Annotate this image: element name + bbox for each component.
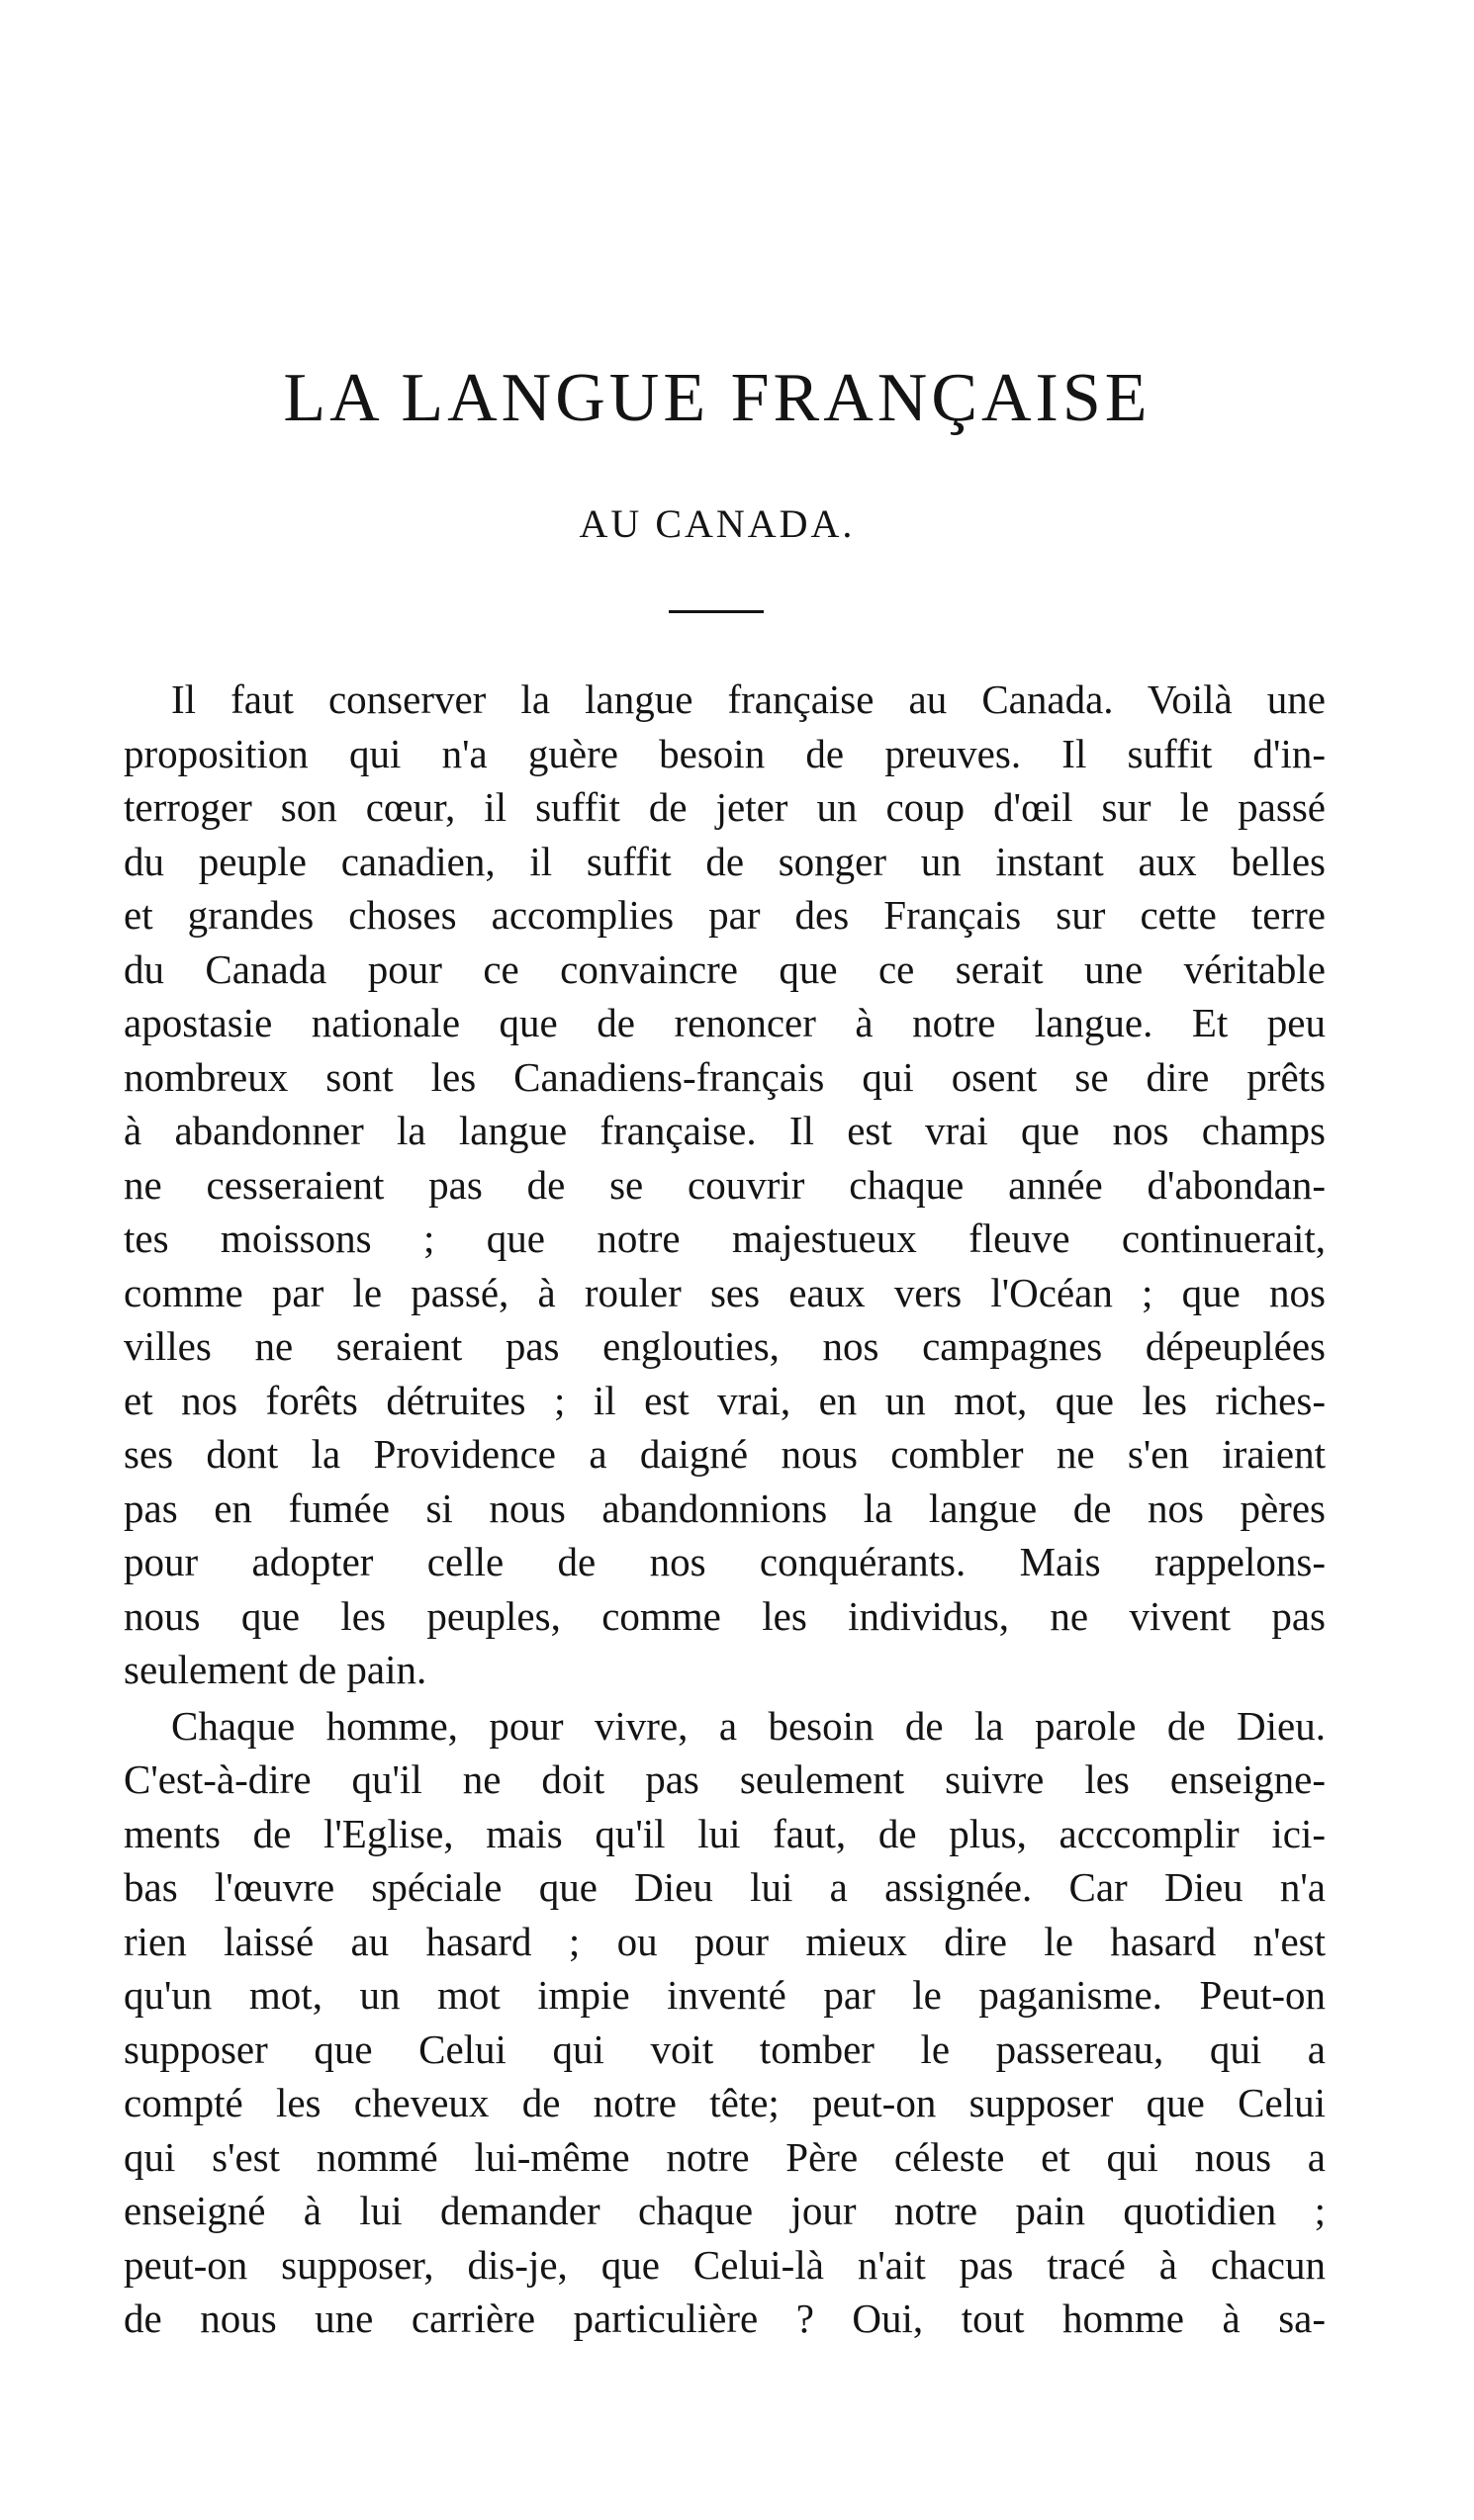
text-line: ne cesseraient pas de se couvrir chaque année d'abondan- <box>124 1161 1326 1208</box>
text-line: à abandonner la langue française. Il est vrai que nos champs <box>124 1108 1326 1153</box>
text-line: villes ne seraient pas englouties, nos campagnes dépeuplées <box>124 1323 1326 1369</box>
text-line: rien laissé au hasard ; ou pour mieux dire le hasard n'est <box>124 1918 1326 1964</box>
text-line: et nos forêts détruites ; il est vrai, en un mot, que les riches- <box>124 1377 1326 1423</box>
text-line: ments de l'Eglise, mais qu'il lui faut, de plus, acccomplir ici- <box>124 1810 1326 1856</box>
text-line: du Canada pour ce convaincre que ce serait une véritable <box>124 945 1326 992</box>
text-line: Il faut conserver la langue française au Canada. Voilà une <box>171 676 1326 722</box>
text-line: seulement de pain. <box>124 1647 427 1692</box>
text-line: pas en fumée si nous abandonnions la langue de nos pères <box>124 1485 1326 1531</box>
text-line: comme par le passé, à rouler ses eaux vers l'Océan ; que nos <box>124 1269 1326 1315</box>
paragraph-1 <box>124 673 1326 1697</box>
text-line: nous que les peuples, comme les individus, ne vivent pas <box>124 1592 1326 1639</box>
paragraph-2 <box>124 1699 1326 2346</box>
text-line: qu'un mot, un mot impie inventé par le paganisme. Peut-on <box>124 1972 1326 2018</box>
text-line: apostasie nationale que de renoncer à notre langue. Et peu <box>124 1000 1326 1045</box>
text-line: du peuple canadien, il suffit de songer un instant aux belles <box>124 838 1326 884</box>
title-divider <box>669 610 764 613</box>
text-line: Chaque homme, pour vivre, a besoin de la parole de Dieu. <box>171 1702 1326 1749</box>
text-line: terroger son cœur, il suffit de jeter un coup d'œil sur le passé <box>124 784 1326 830</box>
text-line: compté les cheveux de notre tête; peut-on supposer que Celui <box>124 2080 1326 2125</box>
text-line: bas l'œuvre spéciale que Dieu lui a assignée. Car Dieu n'a <box>124 1864 1326 1910</box>
text-line: C'est-à-dire qu'il ne doit pas seulement suivre les enseigne- <box>124 1756 1326 1802</box>
chapter-title: LA LANGUE FRANÇAISE <box>283 360 1152 436</box>
body-text <box>124 673 1326 2346</box>
chapter-subtitle: AU CANADA. <box>579 501 856 546</box>
text-line: peut-on supposer, dis-je, que Celui-là n'ait pas tracé à chacun <box>124 2241 1326 2288</box>
text-line: qui s'est nommé lui-même notre Père céleste et qui nous a <box>124 2133 1326 2180</box>
text-line: et grandes choses accomplies par des Français sur cette terre <box>124 892 1326 938</box>
text-line: de nous une carrière particulière ? Oui, tout homme à sa- <box>124 2295 1326 2341</box>
text-line: nombreux sont les Canadiens-français qui osent se dire prêts <box>124 1053 1326 1100</box>
text-line: pour adopter celle de nos conquérants. Mais rappelons- <box>124 1539 1326 1584</box>
text-line: ses dont la Providence a daigné nous combler ne s'en iraient <box>124 1431 1326 1477</box>
text-line: proposition qui n'a guère besoin de preuves. Il suffit d'in- <box>124 730 1326 776</box>
text-line: supposer que Celui qui voit tomber le passereau, qui a <box>124 2025 1326 2072</box>
text-line: tes moissons ; que notre majestueux fleuve continuerait, <box>124 1215 1326 1261</box>
text-line: enseigné à lui demander chaque jour notre pain quotidien ; <box>124 2188 1326 2233</box>
